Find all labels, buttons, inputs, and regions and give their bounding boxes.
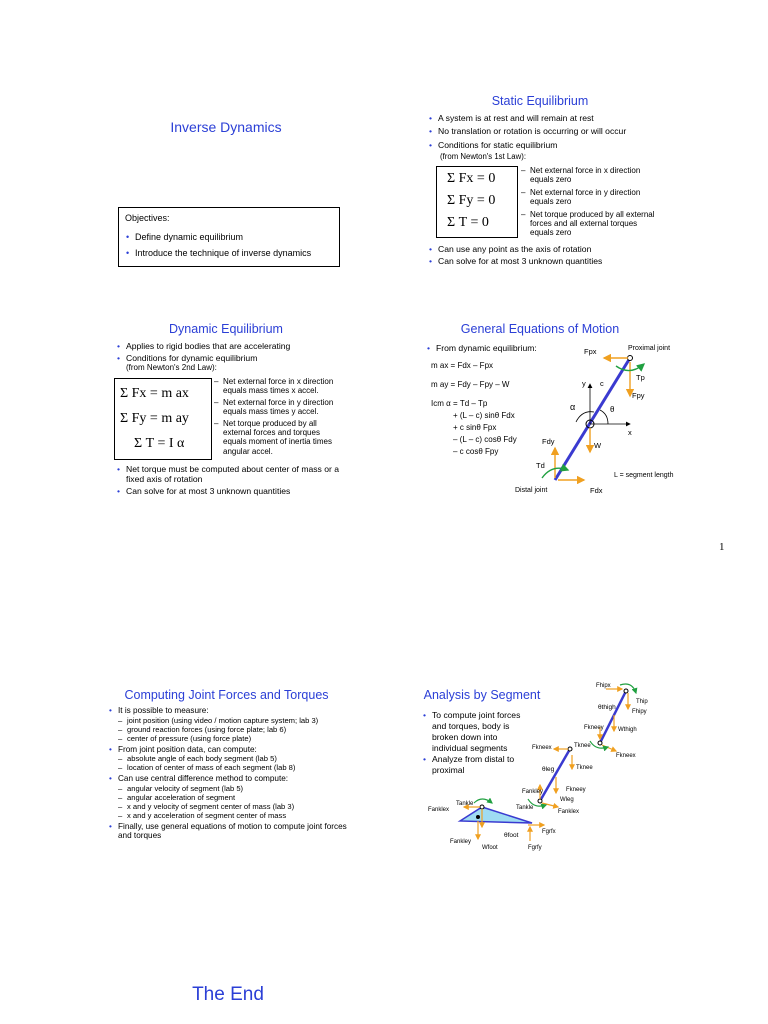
bullet-item: • Analyze from distal to proximal — [422, 754, 532, 776]
label-wleg: Wleg — [560, 797, 574, 803]
note-item: – Net torque produced by all external forces and torques equals moment of inertia times angular accel. — [214, 419, 342, 457]
dynamic-equations-box — [114, 378, 212, 460]
sub-item: – joint position (using video / motion capture system; lab 3) — [118, 716, 348, 725]
law-note: (from Newton's 2nd Law): — [126, 363, 217, 372]
objectives-box — [118, 207, 340, 267]
static-equations-box — [436, 166, 518, 238]
note-item: – Net external force in y direction equals mass times y accel. — [214, 398, 342, 417]
distal-label: Distal joint — [515, 487, 548, 494]
equation: Σ Fx = m ax — [120, 386, 189, 401]
theta-arc — [600, 410, 608, 424]
equation: m ay = Fdy – Fpy – W — [431, 380, 510, 389]
sub-item: – angular acceleration of segment — [118, 793, 348, 802]
x-label: x — [628, 428, 632, 437]
knee-joint-upper — [598, 741, 602, 745]
tp-label: Tp — [636, 373, 645, 382]
bullet-item: • Net torque must be computed about center of mass or a fixed axis of rotation — [116, 464, 348, 484]
objectives-list — [125, 229, 311, 261]
computing-list — [108, 706, 348, 841]
static-notes — [521, 166, 656, 238]
static-after — [428, 243, 673, 267]
fpx-label: Fpx — [584, 347, 597, 356]
law-note: (from Newton's 1st Law): — [440, 152, 526, 161]
sub-item: – absolute angle of each body segment (lab 5) — [118, 754, 348, 763]
proximal-joint — [628, 356, 633, 361]
bullet-item: • Can solve for at most 3 unknown quantities — [428, 255, 673, 267]
bullet-item: • From dynamic equilibrium: — [426, 343, 537, 354]
sub-item: – location of center of mass of each segment (lab 8) — [118, 763, 348, 772]
sub-list — [118, 754, 348, 772]
label-tknee-leg: Tknee — [576, 765, 593, 771]
equation: Σ Fy = 0 — [447, 193, 496, 208]
slide-title: Analysis by Segment — [423, 688, 541, 702]
slide-the-end — [110, 980, 350, 1020]
dynamic-after — [116, 464, 348, 496]
slide-static-equilibrium — [420, 90, 670, 280]
slide-computing-joint-forces — [104, 686, 364, 876]
label-fkneex-leg: Fkneex — [532, 745, 552, 751]
bullet-item: • Can use any point as the axis of rotation — [428, 243, 673, 255]
bullet-item: • No translation or rotation is occurring or will occur — [428, 125, 673, 138]
label-fankley-leg: Fankley — [522, 789, 544, 795]
label-theta-thigh: θthigh — [598, 704, 616, 711]
bullet-item: • Conditions for static equilibrium — [428, 139, 673, 152]
objective-item: • Define dynamic equilibrium — [125, 229, 311, 245]
bullet-text: From joint position data, can compute: — [118, 744, 257, 754]
label-wthigh: Wthigh — [618, 727, 637, 733]
hip-joint — [624, 689, 628, 693]
proximal-label: Proximal joint — [628, 345, 671, 352]
label-tknee-upper: Tknee — [574, 743, 591, 749]
dynamic-bullets — [116, 340, 356, 364]
label-fanklex-foot: Fanklex — [428, 807, 450, 813]
slide-analysis-by-segment — [420, 683, 680, 876]
bullet-item: • Finally, use general equations of motion to compute joint forces and torques — [108, 822, 348, 841]
slide-title: Inverse Dynamics — [170, 119, 282, 135]
slide-general-equations — [420, 318, 680, 508]
note-item: – Net external force in x direction equals zero — [521, 166, 656, 185]
equation: + c sinθ Fpx — [453, 423, 497, 432]
label-theta-leg: θleg — [542, 766, 555, 773]
c-label: c — [600, 379, 604, 388]
sub-item: – center of pressure (using force plate) — [118, 734, 348, 743]
equation: – (L – c) cosθ Fdy — [453, 435, 517, 444]
objective-item: • Introduce the technique of inverse dynamics — [125, 245, 311, 261]
sub-item: – angular velocity of segment (lab 5) — [118, 784, 348, 793]
bullet-item: • To compute joint forces and torques, body is broken down into individual segments — [422, 710, 532, 754]
slide-title: Computing Joint Forces and Torques — [124, 688, 329, 702]
sub-list — [118, 784, 348, 820]
slide-title: General Equations of Motion — [460, 322, 620, 336]
note-item: – Net external force in x direction equals mass times x accel. — [214, 377, 342, 396]
bullet-item: • Applies to rigid bodies that are accelerating — [116, 340, 356, 352]
slide-dynamic-equilibrium — [110, 318, 360, 508]
thigh-segment — [600, 691, 626, 743]
objectives-label: Objectives: — [125, 213, 170, 223]
slide-inverse-dynamics — [110, 95, 360, 275]
bullet-item: • A system is at rest and will remain at rest — [428, 112, 673, 125]
foot-cm — [476, 815, 480, 819]
segment-diagram — [515, 340, 674, 500]
slide-title: The End — [192, 984, 264, 1005]
fdx-label: Fdx — [590, 486, 603, 495]
slide-title: Static Equilibrium — [491, 94, 589, 108]
label-fankley-foot: Fankley — [450, 839, 472, 845]
alpha-label: α — [570, 402, 576, 412]
tankle-arc-foot — [474, 799, 492, 803]
motion-equations — [431, 360, 517, 458]
fpy-label: Fpy — [632, 391, 645, 400]
w-label: W — [594, 441, 602, 450]
segment-line — [555, 358, 630, 480]
y-label: y — [582, 379, 586, 388]
knee-joint-lower — [568, 747, 572, 751]
label-fkneey-thigh: Fkneey — [584, 725, 604, 731]
sub-item: – x and y acceleration of segment center of mass — [118, 811, 348, 820]
theta-label: θ — [610, 405, 615, 414]
label-tankle-foot: Tankle — [456, 801, 474, 807]
note-item: – Net external force in y direction equals zero — [521, 188, 656, 207]
label-wfoot: Wfoot — [482, 845, 498, 851]
equation: Σ Fy = m ay — [120, 411, 189, 426]
fdy-label: Fdy — [542, 437, 555, 446]
bullet-text: It is possible to measure: — [118, 706, 209, 715]
equation: – c cosθ Fpy — [453, 447, 499, 456]
equation: Icm α = Td – Tp — [431, 399, 488, 408]
sub-item: – ground reaction forces (using force plate; lab 6) — [118, 725, 348, 734]
equation: m ax = Fdx – Fpx — [431, 361, 494, 370]
static-bullets — [428, 112, 673, 152]
td-label: Td — [536, 461, 545, 470]
label-fkneey-leg: Fkneey — [566, 787, 586, 793]
dynamic-notes — [214, 377, 342, 456]
label-fkneex-upper: Fkneex — [616, 753, 636, 759]
ankle-joint-lower — [480, 805, 484, 809]
segment-analysis-diagram — [420, 681, 660, 871]
bullet-text: Can use central difference method to compute: — [118, 774, 289, 784]
bullet-item — [108, 745, 348, 773]
bullet-item: • Conditions for dynamic equilibrium — [116, 352, 356, 364]
segment-length-label: L = segment length — [614, 472, 674, 479]
bullet-item — [108, 774, 348, 820]
label-fgrfy: Fgrfy — [528, 845, 542, 851]
label-fhipy: Fhipy — [632, 709, 647, 715]
page-number: 1 — [719, 541, 725, 553]
note-item: – Net torque produced by all external forces and all external torques equals zero — [521, 210, 656, 238]
label-fgrfx: Fgrfx — [542, 829, 556, 835]
label-theta-foot: θfoot — [504, 832, 519, 839]
leg-segment — [540, 749, 570, 801]
equation: Σ Fx = 0 — [447, 171, 496, 186]
sub-list — [118, 716, 348, 743]
label-tankle-leg: Tankle — [516, 805, 534, 811]
equation: + (L – c) sinθ Fdx — [453, 411, 515, 420]
label-fhipx: Fhipx — [596, 683, 611, 689]
equation: Σ T = 0 — [447, 215, 489, 230]
label-fanklex-leg: Fanklex — [558, 809, 580, 815]
sub-item: – x and y velocity of segment center of mass (lab 3) — [118, 802, 348, 811]
equation: Σ T = I α — [134, 436, 185, 451]
bullet-item — [108, 706, 348, 743]
slide-title: Dynamic Equilibrium — [169, 322, 283, 336]
bullet-item: • Can solve for at most 3 unknown quantities — [116, 486, 348, 496]
label-thip: Thip — [636, 699, 648, 705]
ankle-joint-upper — [538, 799, 542, 803]
